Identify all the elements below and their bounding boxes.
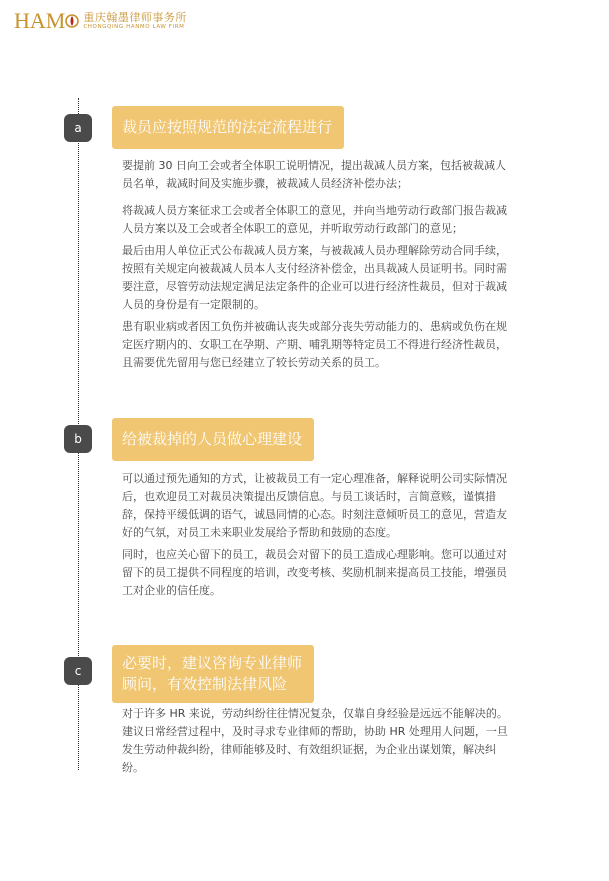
section-marker-a: a	[64, 114, 92, 142]
logo-letters: HAM	[14, 8, 66, 33]
firm-logo	[14, 8, 187, 34]
firm-name-cn: 重庆翰墨律师事务所	[83, 10, 187, 24]
section-title-a: 裁员应按照规范的法定流程进行	[112, 106, 344, 149]
section-marker-c: c	[64, 657, 92, 685]
logo-text	[83, 12, 187, 31]
paragraph: 对于许多 HR 来说，劳动纠纷往往情况复杂，仅靠自身经验是远远不能解决的。建议日常经营过程中，及时寻求专业律师的帮助，协助 HR 处理用人问题，一旦发生劳动仲裁纠纷，律师能够及时、有效组织证据，为企业出谋划策，解决纠纷。	[122, 707, 508, 774]
section-title-c	[112, 645, 314, 703]
paragraph: 最后由用人单位正式公布裁减人员方案，与被裁减人员办理解除劳动合同手续，按照有关规定向被裁减人员本人支付经济补偿金，出具裁减人员证明书。同时需要注意，尽管劳动法规定满足法定条件的企业可以进行经济性裁员，但对于裁减人员的身份是有一定限制的。	[122, 244, 507, 311]
firm-name-en: CHONGQING HANMO LAW FIRM	[83, 23, 185, 30]
section-title-c-line-2: 顾问，有效控制法律风险	[122, 675, 288, 693]
paragraph: 可以通过预先通知的方式，让被裁员工有一定心理准备，解释说明公司实际情况后，也欢迎员工对裁员决策提出反馈信息。与员工谈话时，言简意赅，谨慎措辞，保持平缓低调的语气，诚恳同情的心态。时刻注意倾听员工的意见，营造友好的气氛，对员工未来职业发展给予帮助和鼓励的态度。	[122, 472, 507, 539]
paragraph: 患有职业病或者因工负伤并被确认丧失或部分丧失劳动能力的、患病或负伤在规定医疗期内的、女职工在孕期、产期、哺乳期等特定员工不得进行经济性裁员，且需要优先留用与您已经建立了较长劳动关系的员工。	[122, 320, 507, 369]
section-marker-b: b	[64, 425, 92, 453]
section-title-b: 给被裁掉的人员做心理建设	[112, 418, 314, 461]
paragraph: 同时，也应关心留下的员工，裁员会对留下的员工造成心理影响。您可以通过对留下的员工提供不同程度的培训，改变考核、奖励机制来提高员工技能，增强员工对企业的信任度。	[122, 548, 507, 597]
logo-o-icon	[65, 14, 79, 28]
paragraph: 要提前 30 日向工会或者全体职工说明情况，提出裁减人员方案，包括被裁减人员名单，裁减时间及实施步骤，被裁减人员经济补偿办法；	[122, 159, 506, 190]
paragraph: 将裁减人员方案征求工会或者全体职工的意见，并向当地劳动行政部门报告裁减人员方案以及工会或者全体职工的意见，并听取劳动行政部门的意见；	[122, 204, 507, 235]
section-title-c-line-1: 必要时，建议咨询专业律师	[122, 654, 303, 672]
